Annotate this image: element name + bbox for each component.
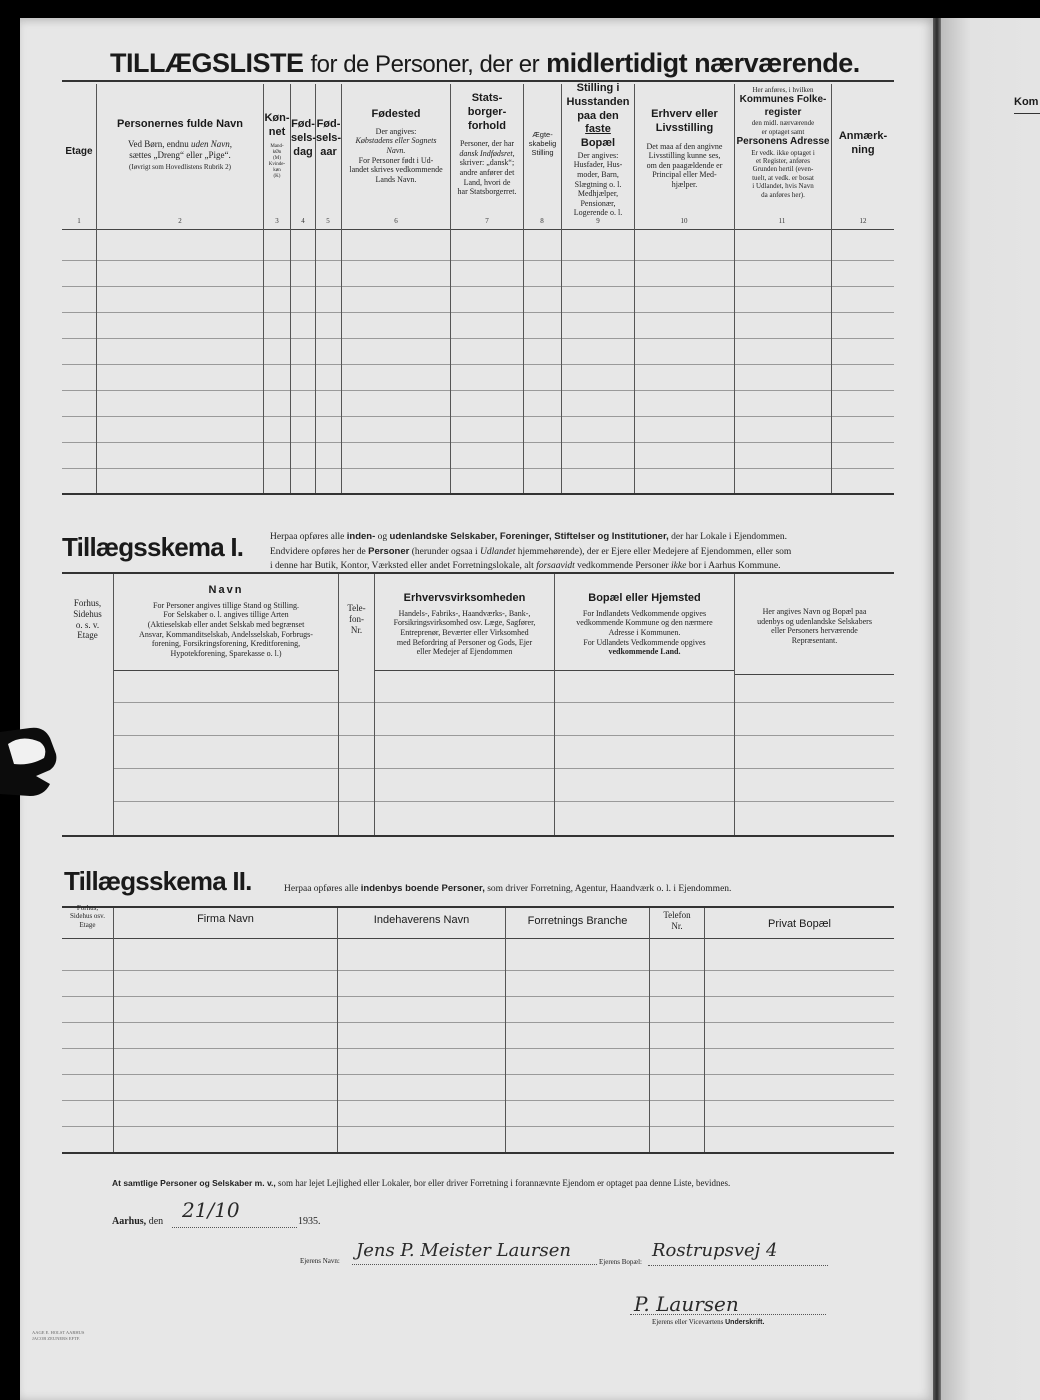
form-sheet — [20, 18, 935, 1400]
skema1-header-representative: Her angives Navn og Bopæl paa udenbys og udenlandske Selskabers eller Personers herværende Repræsentant. — [757, 607, 872, 645]
skema2-title: Tillægsskema II. — [64, 866, 252, 896]
page-title — [110, 48, 860, 79]
column-number: 6 — [394, 217, 398, 225]
header-gender: Køn- net Mand- kØn (M) Kvinde- køn (K) — [264, 112, 290, 179]
header-full-name: Personernes fulde Navn Ved Børn, endnu uden Navn, sættes „Dreng“ eller „Pige“. (Iøvrigt som Hovedlistens Rubrik 2) — [117, 118, 243, 172]
skema1-header-business: Erhvervsvirksomheden Handels-, Fabriks-, Haandværks-, Bank-, Forsikringsvirksomhed osv. Læge, Sagfører, Entreprenør, Beværter eller Virksomhed med Befordring af Personer og Gods, Ejer eller Medejer af Ejendommen — [393, 592, 536, 657]
column-number: 7 — [485, 217, 489, 225]
book-spine — [933, 18, 941, 1400]
column-number: 10 — [680, 217, 688, 225]
column-number: 11 — [778, 217, 786, 225]
header-marital-status: Ægte- skabelig Stilling — [528, 130, 557, 157]
column-number: 2 — [178, 217, 182, 225]
skema1-header-phone: Tele- fon- Nr. — [347, 603, 366, 635]
skema2-header-owner: Indehaverens Navn — [373, 914, 470, 926]
attestation-statement: At samtlige Personer og Selskaber m. v., som har lejet Lejlighed eller Lokaler, bor eller driver Forretning i forannævnte Ejendom er optaget paa denne Liste, bevidnes. — [112, 1178, 731, 1188]
column-number: 3 — [275, 217, 279, 225]
printer-imprint: AAGE E. HOLST AARHUS JACOB ZEUNERS EFTF. — [32, 1330, 85, 1341]
adjacent-page-text: Kom — [1014, 96, 1039, 108]
handwritten-date: 21/10 — [182, 1198, 240, 1222]
place-date-line: Aarhus, den — [112, 1216, 164, 1227]
title-end: midlertidigt nærværende. — [546, 48, 860, 78]
skema1-header-building: Forhus, Sidehus o. s. v. Etage — [73, 598, 102, 641]
binder-clip-icon — [0, 724, 58, 800]
header-birth-day: Fød- sels- dag — [291, 118, 317, 158]
skema1-title: Tillægsskema I. — [62, 532, 244, 562]
skema1-header-name: Navn For Personer angives tillige Stand og Stilling. For Selskaber o. l. angives tillige Arten (Aktieselskab eller andet Selskab med begrænset Ansvar, Kommanditselskab, Andelsselskab, Forbrugs- forening, Forsikringsforening, Kreditforening, Hypotekforening, Sparekasse o. l.) — [139, 584, 313, 658]
header-occupation: Erhverv eller Livsstilling Det maa af den angivne Livsstilling kunne ses, om den paagældende er Principal eller Med- hjælper. — [646, 108, 723, 189]
skema2-header-phone: Telefon Nr. — [663, 910, 691, 931]
column-number: 8 — [540, 217, 544, 225]
column-number: 9 — [596, 217, 600, 225]
adjacent-page — [941, 18, 1040, 1400]
handwritten-owner-address: Rostrupsvej 4 — [652, 1240, 778, 1261]
header-remarks: Anmærk- ning — [838, 130, 888, 156]
column-number: 4 — [301, 217, 305, 225]
owner-name-label: Ejerens Navn: — [300, 1257, 340, 1265]
header-household-position: Stilling i Husstanden paa den faste Bopæl Der angives: Husfader, Hus- moder, Barn, Slægtning o. l. Medhjælper, Pensionær, Logerende o. l. — [566, 82, 630, 218]
header-population-register: Her anføres, i hvilken Kommunes Folke- register den midl. nærværende er optaget samt Personens Adresse Er vedk. ikke optaget i et Register, anføres Grunden hertil (even- tuelt, at vedk. er bosat i Udlandet, hvis Navn da anføres her). — [736, 86, 830, 199]
skema2-description: Herpaa opføres alle indenbys boende Personer, som driver Forretning, Agentur, Haandværk o. l. i Ejendommen. — [284, 883, 732, 894]
header-birth-year: Fød- sels- aar — [316, 118, 342, 158]
skema1-description: Herpaa opføres alle inden- og udenlandske Selskaber, Foreninger, Stiftelser og Institutioner, der har Lokale i Ejendommen. Endvidere opføres her de Personer (herunder ogsaa i Udlandet hjemmehørende), der er Ejere eller Medejere af Ejendommen, eller som i denne har Butik, Kontor, Værksted eller andet Forretningslokale, alt forsaavidt vedkommende Personer ikke bor i Aarhus Kommune. — [270, 531, 792, 571]
year: 1935. — [298, 1216, 321, 1227]
header-etage: Etage — [65, 146, 93, 157]
skema2-header-branch: Forretnings Branche — [527, 915, 628, 927]
title-middle: for de Personer, der er — [310, 51, 540, 78]
column-number: 12 — [859, 217, 867, 225]
skema2-header-private-address: Privat Bopæl — [768, 918, 831, 930]
column-number: 1 — [77, 217, 81, 225]
title-main-word: TILLÆGSLISTE — [110, 48, 304, 78]
handwritten-owner-name: Jens P. Meister Laursen — [356, 1240, 571, 1261]
owner-address-label: Ejerens Bopæl: — [599, 1258, 642, 1266]
column-number: 5 — [326, 217, 330, 225]
header-citizenship: Stats- borger- forhold Personer, der har dansk Indfødsret, skriver: „dansk“; andre anfører det Land, hvori de har Statsborgerret. — [457, 92, 517, 197]
skema1-header-residence: Bopæl eller Hjemsted For Indlandets Vedkommende opgives vedkommende Kommune og den nærmere Adresse i Kommunen. For Udlandets Vedkommende opgives vedkommende Land. — [576, 592, 713, 657]
signature-caption: Ejerens eller Viceværtens Underskrift. — [652, 1318, 765, 1326]
header-birthplace: Fødested Der angives: Købstadens eller Sognets Navn. For Personer født i Ud- landet skrives vedkommende Lands Navn. — [349, 108, 443, 184]
skema2-header-firm: Firma Navn — [197, 913, 254, 925]
handwritten-signature: P. Laursen — [634, 1292, 739, 1316]
skema2-header-building: Forhus, Sidehus osv. Etage — [70, 904, 105, 929]
